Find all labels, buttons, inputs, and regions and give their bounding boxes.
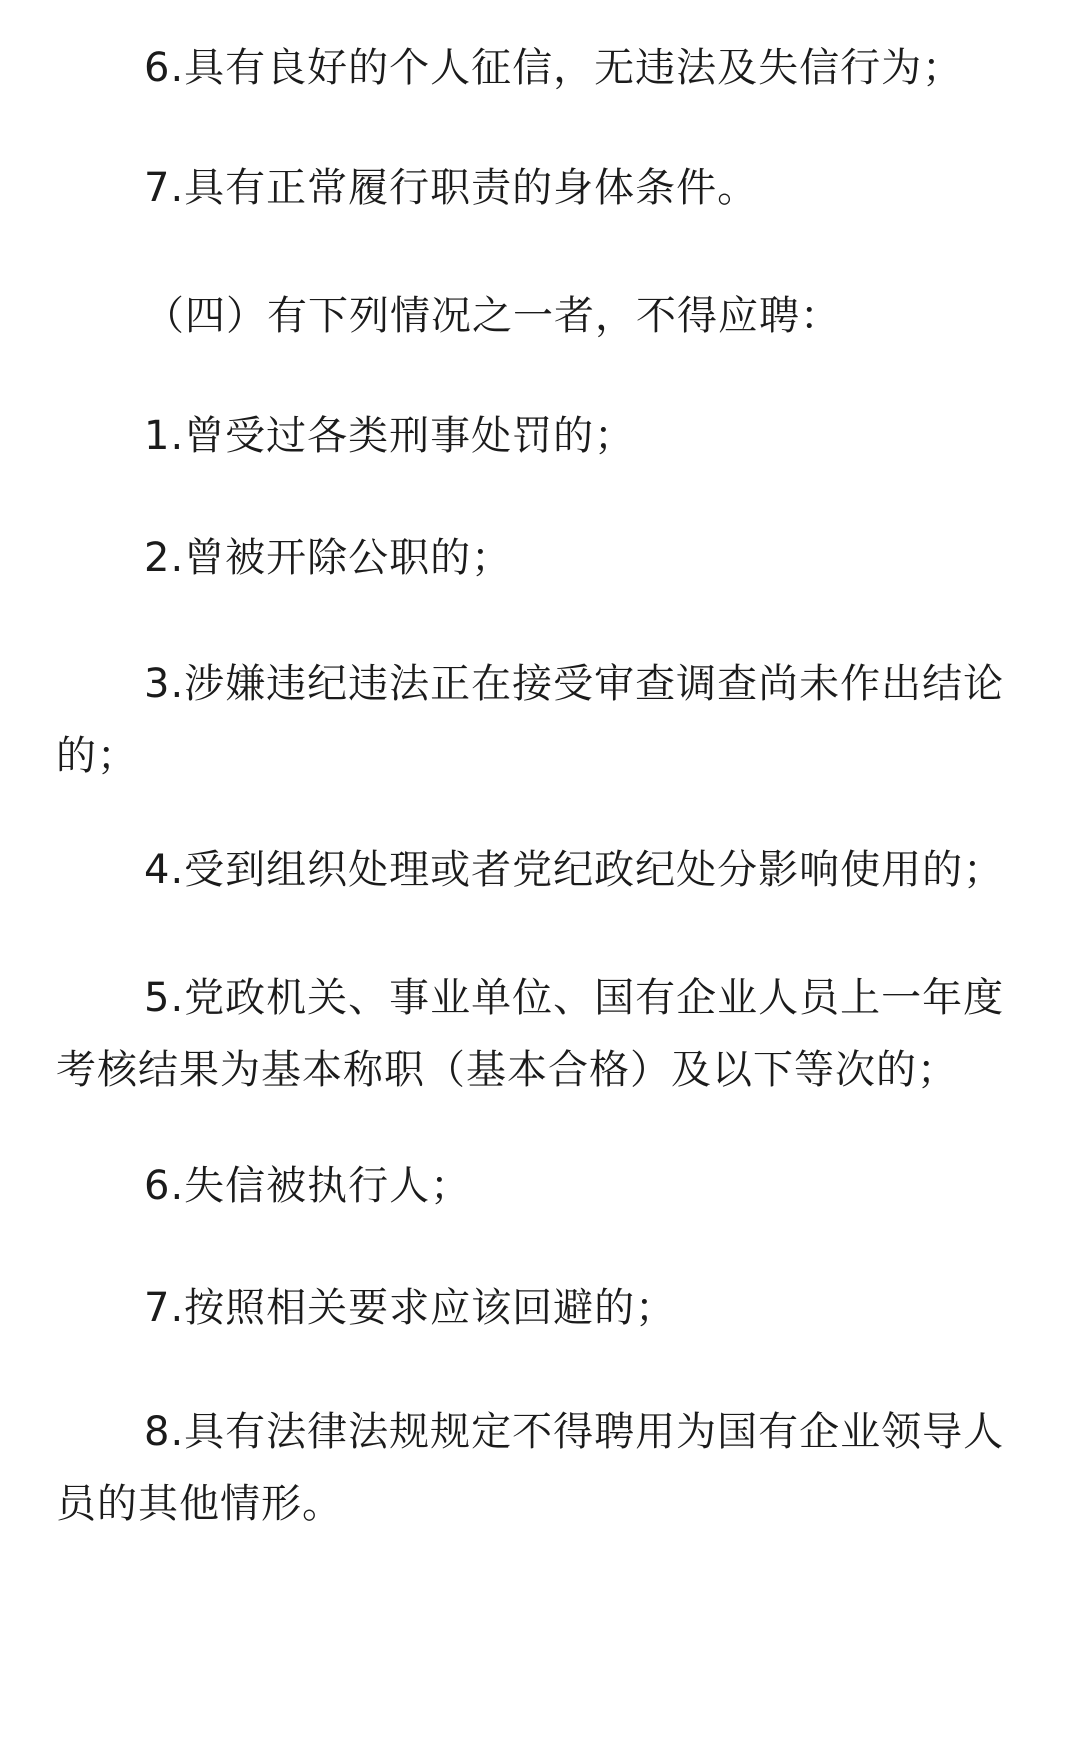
- paragraph-disqualification-4: 4.受到组织处理或者党纪政纪处分影响使用的；: [144, 847, 1005, 893]
- paragraph-disqualification-8: 8.具有法律法规规定不得聘用为国有企业领导人员的其他情形。: [56, 1409, 1005, 1527]
- paragraph-disqualification-3: 3.涉嫌违纪违法正在接受审查调查尚未作出结论的；: [56, 661, 1005, 779]
- paragraph-requirement-7: 7.具有正常履行职责的身体条件。: [144, 165, 759, 211]
- paragraph-disqualification-2: 2.曾被开除公职的；: [144, 535, 513, 581]
- paragraph-disqualification-5: 5.党政机关、事业单位、国有企业人员上一年度考核结果为基本称职（基本合格）及以下等次的；: [56, 975, 1005, 1093]
- paragraph-requirement-6: 6.具有良好的个人征信，无违法及失信行为；: [144, 45, 964, 91]
- paragraph-disqualification-7: 7.按照相关要求应该回避的；: [144, 1285, 677, 1331]
- section-heading-disqualifications: （四）有下列情况之一者，不得应聘：: [144, 293, 841, 339]
- paragraph-disqualification-6: 6.失信被执行人；: [144, 1163, 472, 1209]
- paragraph-disqualification-1: 1.曾受过各类刑事处罚的；: [144, 413, 636, 459]
